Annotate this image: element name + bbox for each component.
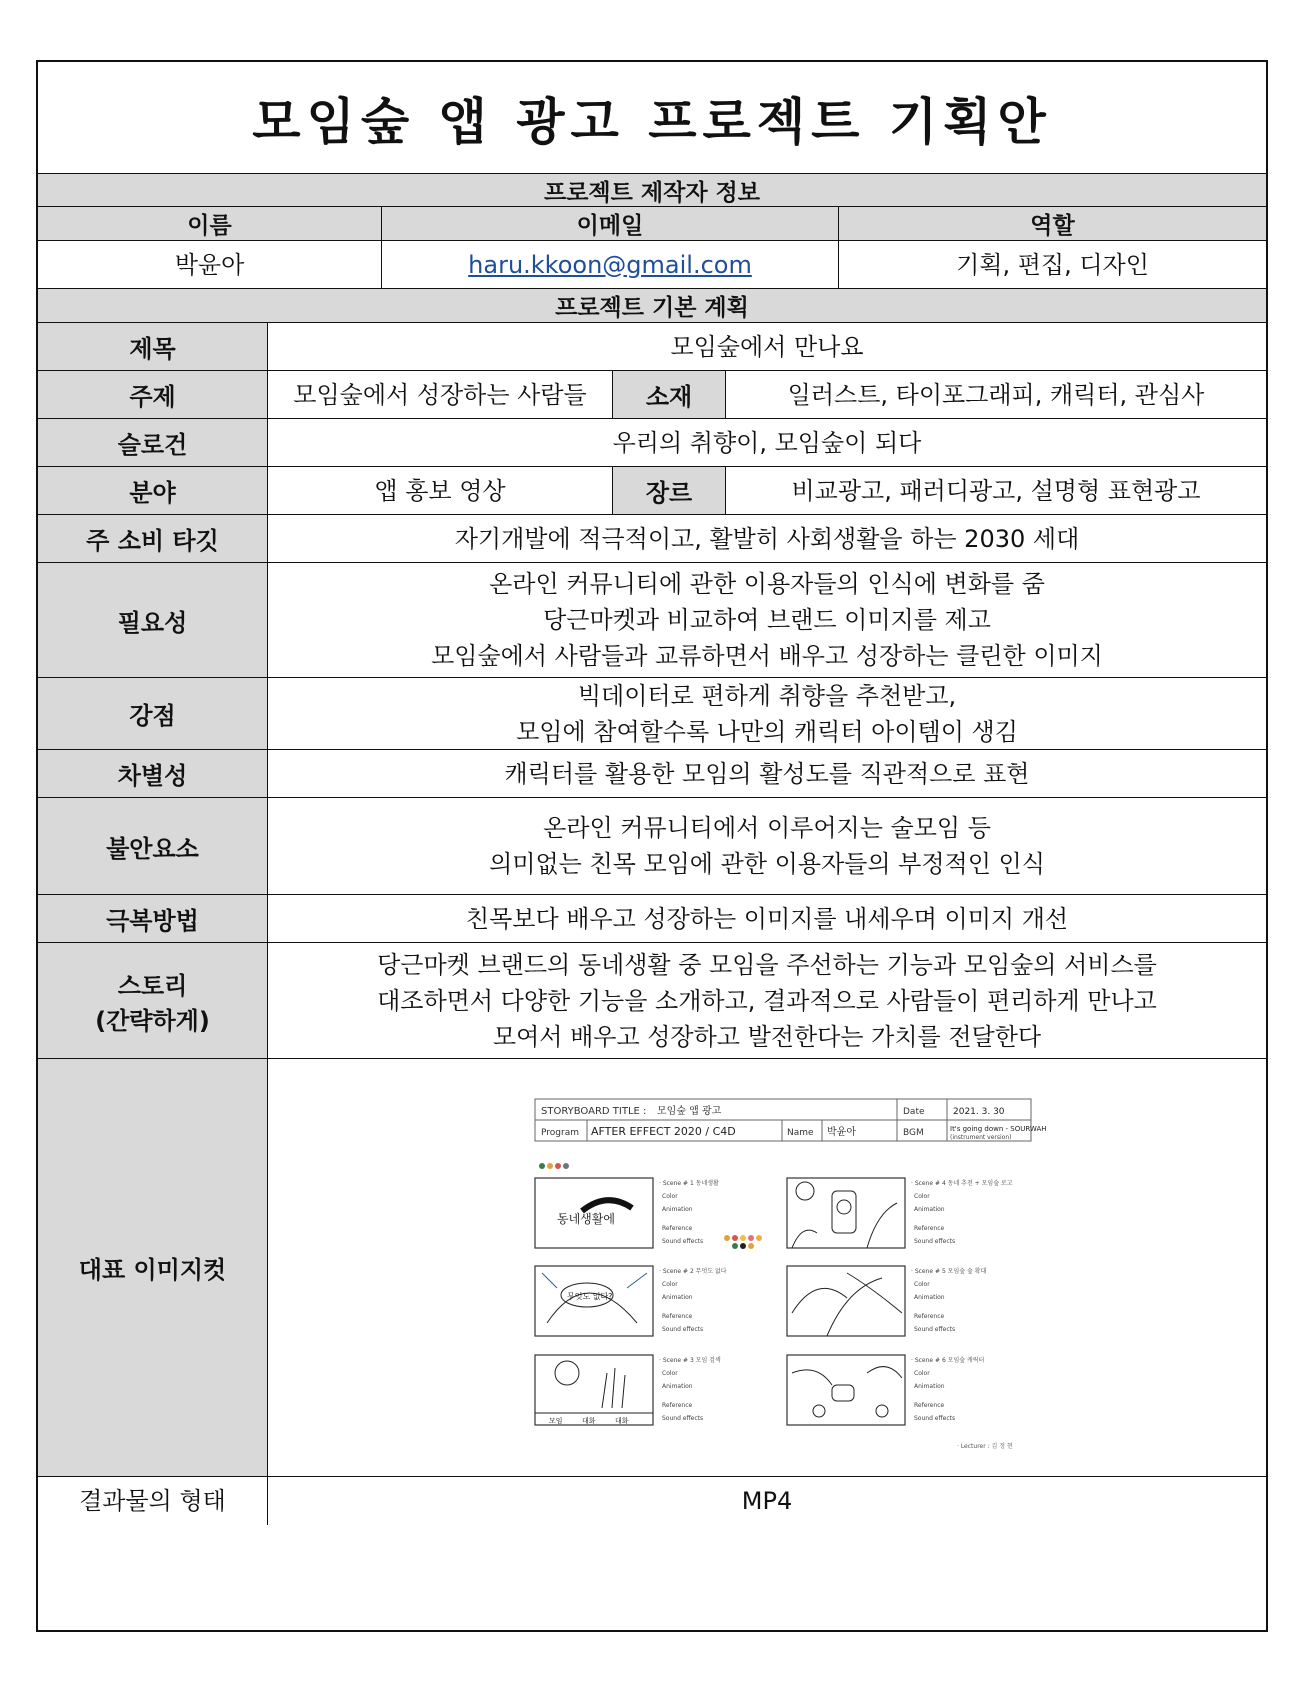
scene-note-field: Animation — [914, 1205, 945, 1213]
project-title-value: 모임숲에서 만나요 — [267, 323, 1266, 370]
slogan-label: 슬로건 — [38, 419, 267, 466]
scene-note-field: Reference — [662, 1224, 693, 1232]
overcome-value: 친목보다 배우고 성장하는 이미지를 내세우며 이미지 개선 — [267, 895, 1266, 942]
field-value: 앱 홍보 영상 — [267, 467, 612, 514]
result-row — [38, 1477, 1266, 1525]
scene-note-field: Reference — [662, 1401, 693, 1409]
project-title-label: 제목 — [38, 323, 267, 370]
sb-bgm-value: It's going down - SOURWAH — [950, 1124, 1047, 1133]
scene-frame-3 — [535, 1355, 653, 1425]
field-label: 분야 — [38, 467, 267, 514]
sb-date-label: Date — [903, 1106, 925, 1117]
sb-title-value: 모임숲 앱 광고 — [657, 1105, 722, 1117]
creator-section-header-row — [38, 174, 1266, 207]
need-line: 모임숲에서 사람들과 교류하면서 배우고 성장하는 클린한 이미지 — [431, 642, 1103, 670]
sb-program-value: AFTER EFFECT 2020 / C4D — [591, 1124, 736, 1138]
scene-note-field: Color — [914, 1192, 930, 1200]
result-label: 결과물의 형태 — [79, 1487, 226, 1515]
scene-3-ground-label: 대화 — [615, 1416, 629, 1425]
story-line: 대조하면서 다양한 기능을 소개하고, 결과적으로 사람들이 편리하게 만나고 — [377, 986, 1157, 1015]
scene-6-sketch — [792, 1366, 902, 1416]
need-line: 당근마켓과 비교하여 브랜드 이미지를 제고 — [543, 606, 991, 634]
need-row — [38, 563, 1266, 678]
sb-bgm-sub: (instrument version) — [950, 1133, 1012, 1141]
plan-section-header: 프로젝트 기본 계획 — [555, 295, 749, 321]
plan-section-header-row — [38, 289, 1266, 323]
field-row — [38, 467, 1266, 515]
sb-title-label: STORYBOARD TITLE : — [541, 1105, 647, 1117]
strength-line: 빅데이터로 편하게 취향을 추천받고, — [577, 681, 957, 710]
scene-3-ground-label: 대화 — [582, 1416, 596, 1425]
theme-row — [38, 371, 1266, 419]
scene-note-field: Animation — [662, 1205, 693, 1213]
scene-2-bubble-text: 무엇도 없다? — [567, 1291, 613, 1301]
risk-label: 불안요소 — [38, 798, 267, 894]
scene-note-field: Sound effects — [914, 1325, 956, 1333]
scene-5-sketch — [792, 1273, 902, 1336]
scene-frame-2 — [535, 1266, 653, 1336]
sb-date-value: 2021. 3. 30 — [953, 1106, 1005, 1117]
risk-line: 온라인 커뮤니티에서 이루어지는 술모임 등 — [543, 814, 991, 842]
story-label-line: 스토리 — [117, 971, 188, 1000]
strength-value — [267, 678, 1266, 749]
scene-note-label: · Scene # 4 동네 추천 + 모임숲 로고 — [911, 1179, 1013, 1187]
overcome-label: 극복방법 — [38, 895, 267, 942]
color-swatches — [724, 1235, 762, 1249]
creator-email-cell — [381, 241, 838, 288]
scene-note-label: · Scene # 5 모임숲 숲 확대 — [911, 1267, 987, 1275]
risk-row — [38, 798, 1266, 895]
risk-line: 의미없는 친목 모임에 관한 이용자들의 부정적인 인식 — [489, 850, 1045, 878]
scene-note-field: Reference — [914, 1224, 945, 1232]
scene-note-field: Color — [662, 1192, 678, 1200]
scene-frame-4 — [787, 1178, 905, 1248]
creator-name: 박윤아 — [174, 250, 245, 279]
scene-note-label: · Scene # 3 모임 검색 — [659, 1356, 721, 1364]
differentiation-value: 캐릭터를 활용한 모임의 활성도를 직관적으로 표현 — [267, 750, 1266, 797]
sb-name-label: Name — [787, 1127, 814, 1138]
creator-section-header: 프로젝트 제작자 정보 — [544, 179, 760, 206]
story-line: 모여서 배우고 성장하고 발전한다는 가치를 전달한다 — [492, 1022, 1042, 1051]
scene-note-field: Animation — [662, 1293, 693, 1301]
title-row — [38, 62, 1266, 174]
differentiation-label: 차별성 — [38, 750, 267, 797]
scene-note-label: · Scene # 1 동네생활 — [659, 1179, 719, 1187]
scene-3-ground-label: 모임 — [549, 1416, 563, 1425]
scene-note-field: Reference — [662, 1312, 693, 1320]
scene-note-field: Reference — [914, 1312, 945, 1320]
genre-value: 비교광고, 패러디광고, 설명형 표현광고 — [725, 467, 1266, 514]
scene-1-sign-text: 동네생활에 — [557, 1211, 615, 1226]
scene-note-field: Color — [914, 1369, 930, 1377]
slogan-value: 우리의 취향이, 모임숲이 되다 — [267, 419, 1266, 466]
scene-note-label: · Scene # 6 모임숲 캐릭터 — [911, 1356, 985, 1364]
risk-value — [267, 798, 1266, 894]
email-column-header: 이메일 — [381, 207, 838, 240]
scene-note-field: Color — [662, 1369, 678, 1377]
target-label: 주 소비 타깃 — [38, 515, 267, 562]
need-value — [267, 563, 1266, 677]
storyboard-image — [487, 1073, 1047, 1463]
title-row-plan — [38, 323, 1266, 371]
scene-note-field: Sound effects — [662, 1325, 704, 1333]
plan-document — [36, 60, 1268, 1632]
creator-email-link[interactable]: haru.kkoon@gmail.com — [468, 250, 752, 279]
genre-label: 장르 — [612, 467, 725, 514]
story-label-line: (간략하게) — [95, 1006, 210, 1035]
scene-note-field: Animation — [914, 1293, 945, 1301]
story-row — [38, 943, 1266, 1059]
strength-label: 강점 — [38, 678, 267, 749]
scene-note-field: Sound effects — [914, 1414, 956, 1422]
theme-value: 모임숲에서 성장하는 사람들 — [267, 371, 612, 418]
sb-bgm-label: BGM — [903, 1127, 924, 1138]
lecturer-note: · Lecturer : 김 정 현 — [957, 1442, 1013, 1450]
scene-note-field: Sound effects — [662, 1237, 704, 1245]
strength-row — [38, 678, 1266, 750]
scene-note-field: Color — [914, 1280, 930, 1288]
strength-line: 모임에 참여할수록 나만의 캐릭터 아이템이 생김 — [516, 717, 1018, 746]
scene-note-field: Sound effects — [662, 1414, 704, 1422]
creator-values-row — [38, 241, 1266, 289]
result-value: MP4 — [267, 1477, 1266, 1525]
scene-note-field: Animation — [914, 1382, 945, 1390]
image-row — [38, 1059, 1266, 1477]
sb-program-label: Program — [541, 1127, 579, 1138]
overcome-row — [38, 895, 1266, 943]
need-line: 온라인 커뮤니티에 관한 이용자들의 인식에 변화를 줌 — [489, 570, 1045, 598]
story-line: 당근마켓 브랜드의 동네생활 중 모임을 주선하는 기능과 모임숲의 서비스를 — [377, 950, 1157, 979]
scene-2-sketch — [542, 1273, 647, 1323]
scene-note-field: Color — [662, 1280, 678, 1288]
differentiation-row — [38, 750, 1266, 798]
scene-1-sketch — [539, 1163, 632, 1226]
slogan-row — [38, 419, 1266, 467]
creator-role: 기획, 편집, 디자인 — [838, 241, 1266, 288]
role-column-header: 역할 — [838, 207, 1266, 240]
image-cell — [267, 1059, 1266, 1476]
theme-label: 주제 — [38, 371, 267, 418]
need-label: 필요성 — [38, 563, 267, 677]
page-title: 모임숲 앱 광고 프로젝트 기획안 — [252, 92, 1052, 151]
creator-columns-row — [38, 207, 1266, 241]
name-column-header: 이름 — [187, 213, 232, 239]
target-value: 자기개발에 적극적이고, 활발히 사회생활을 하는 2030 세대 — [267, 515, 1266, 562]
scene-note-field: Sound effects — [914, 1237, 956, 1245]
material-value: 일러스트, 타이포그래피, 캐릭터, 관심사 — [725, 371, 1266, 418]
target-row — [38, 515, 1266, 563]
material-label: 소재 — [612, 371, 725, 418]
scene-note-field: Reference — [914, 1401, 945, 1409]
scene-note-field: Animation — [662, 1382, 693, 1390]
sb-name-value: 박윤아 — [827, 1126, 856, 1138]
scene-4-sketch — [792, 1182, 897, 1248]
scene-note-label: · Scene # 2 무엇도 없다 — [659, 1267, 727, 1275]
image-label: 대표 이미지컷 — [38, 1059, 267, 1476]
story-value — [267, 943, 1266, 1058]
story-label — [38, 943, 267, 1058]
scene-3-sketch — [535, 1361, 653, 1425]
